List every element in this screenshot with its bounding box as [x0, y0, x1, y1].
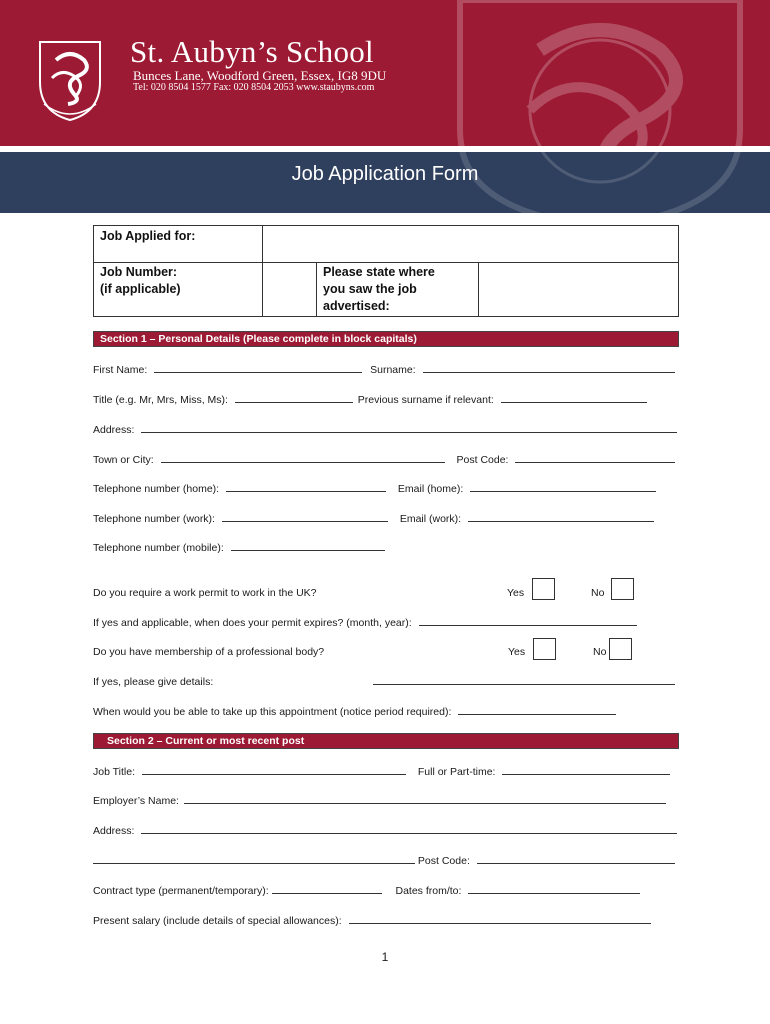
town-label: Town or City: [93, 454, 154, 466]
tel-work-row [93, 513, 654, 525]
advertised-input[interactable] [480, 264, 676, 315]
employer-row [93, 795, 666, 807]
permit-yes-label: Yes [507, 587, 525, 599]
membership-no-checkbox[interactable] [609, 638, 632, 660]
contract-row [93, 885, 640, 897]
full-part-label: Full or Part-time: [417, 766, 496, 778]
job-applied-input[interactable] [264, 227, 676, 261]
previous-surname-label: Previous surname if relevant: [357, 394, 494, 406]
employer-post-code-field[interactable] [477, 855, 675, 864]
permit-expiry-field[interactable] [419, 617, 637, 626]
section1-title: Section 1 – Personal Details (Please complete in block capitals) [100, 333, 417, 345]
school-crest-logo-icon [34, 38, 106, 122]
tel-home-row [93, 483, 656, 495]
membership-yes-checkbox[interactable] [533, 638, 556, 660]
employer-address-label: Address: [93, 825, 135, 837]
email-home-field[interactable] [470, 483, 656, 492]
salary-label: Present salary (include details of special allowances): [93, 915, 342, 927]
address-label: Address: [93, 424, 135, 436]
title-row [93, 394, 647, 406]
advertised-label-line2: you saw the job [323, 282, 417, 296]
school-name: St. Aubyn’s School [130, 34, 374, 69]
dates-field[interactable] [468, 885, 640, 894]
surname-label: Surname: [370, 364, 416, 376]
salary-field[interactable] [349, 915, 651, 924]
job-applied-label: Job Applied for: [100, 229, 196, 243]
school-contact: Tel: 020 8504 1577 Fax: 020 8504 2053 www.staubyns.com [133, 82, 375, 93]
job-number-label: Job Number: [100, 265, 178, 279]
page-number: 1 [381, 950, 389, 964]
employer-address-field[interactable] [141, 825, 677, 834]
table-divider [478, 262, 479, 316]
email-home-label: Email (home): [397, 483, 464, 495]
section2-header [93, 733, 679, 749]
advertised-label-line1: Please state where [323, 265, 435, 279]
title-label: Title (e.g. Mr, Mrs, Miss, Ms): [93, 394, 228, 406]
job-title-row [93, 766, 670, 778]
first-name-row [93, 364, 675, 376]
employer-field[interactable] [184, 795, 666, 804]
permit-question: Do you require a work permit to work in the UK? [93, 587, 317, 599]
tel-home-label: Telephone number (home): [93, 483, 220, 495]
membership-question: Do you have membership of a professional body? [93, 646, 325, 658]
employer-address-line2-field[interactable] [93, 855, 415, 864]
details-row [373, 676, 675, 688]
town-field[interactable] [161, 454, 445, 463]
crest-watermark-icon [420, 0, 770, 146]
post-code-label: Post Code: [456, 454, 509, 466]
contract-field[interactable] [272, 885, 382, 894]
job-number-sublabel: (if applicable) [100, 282, 181, 296]
town-row [93, 454, 675, 466]
dates-label: Dates from/to: [395, 885, 462, 897]
previous-surname-field[interactable] [501, 394, 647, 403]
table-divider [316, 262, 317, 316]
notice-row [93, 706, 616, 718]
employer-postcode-row [93, 855, 675, 867]
employer-post-code-label: Post Code: [417, 855, 470, 867]
job-title-label: Job Title: [93, 766, 136, 778]
job-details-table [93, 225, 679, 317]
tel-mobile-field[interactable] [231, 542, 385, 551]
email-work-label: Email (work): [399, 513, 462, 525]
notice-label: When would you be able to take up this appointment (notice period required): [93, 706, 452, 718]
address-field[interactable] [141, 424, 677, 433]
full-part-field[interactable] [502, 766, 670, 775]
employer-label: Employer’s Name: [93, 795, 179, 807]
notice-field[interactable] [458, 706, 616, 715]
contract-label: Contract type (permanent/temporary): [93, 885, 269, 897]
job-number-input[interactable] [264, 264, 315, 315]
email-work-field[interactable] [468, 513, 654, 522]
title-field[interactable] [235, 394, 353, 403]
first-name-label: First Name: [93, 364, 148, 376]
tel-work-field[interactable] [222, 513, 388, 522]
membership-no-label: No [593, 646, 607, 658]
permit-expiry-row [93, 617, 637, 629]
tel-home-field[interactable] [226, 483, 386, 492]
permit-expiry-label: If yes and applicable, when does your permit expires? (month, year): [93, 617, 412, 629]
tel-work-label: Telephone number (work): [93, 513, 215, 525]
details-field[interactable] [373, 676, 675, 685]
permit-yes-checkbox[interactable] [532, 578, 555, 600]
details-label: If yes, please give details: [93, 676, 214, 688]
first-name-field[interactable] [154, 364, 362, 373]
permit-no-label: No [591, 587, 605, 599]
advertised-label-line3: advertised: [323, 299, 390, 313]
section2-title: Section 2 – Current or most recent post [107, 735, 305, 747]
school-address: Bunces Lane, Woodford Green, Essex, IG8 9DU [133, 68, 387, 83]
job-title-field[interactable] [142, 766, 406, 775]
table-divider [94, 262, 678, 263]
membership-yes-label: Yes [508, 646, 526, 658]
surname-field[interactable] [423, 364, 675, 373]
permit-no-checkbox[interactable] [611, 578, 634, 600]
post-code-field[interactable] [515, 454, 675, 463]
table-divider [262, 226, 263, 316]
header-banner [0, 0, 770, 146]
tel-mobile-label: Telephone number (mobile): [93, 542, 224, 554]
tel-mobile-row [93, 542, 385, 554]
employer-address-row [93, 825, 677, 837]
address-row [93, 424, 677, 436]
salary-row [93, 915, 651, 927]
section1-header [93, 331, 679, 347]
form-title: Job Application Form [291, 163, 479, 185]
